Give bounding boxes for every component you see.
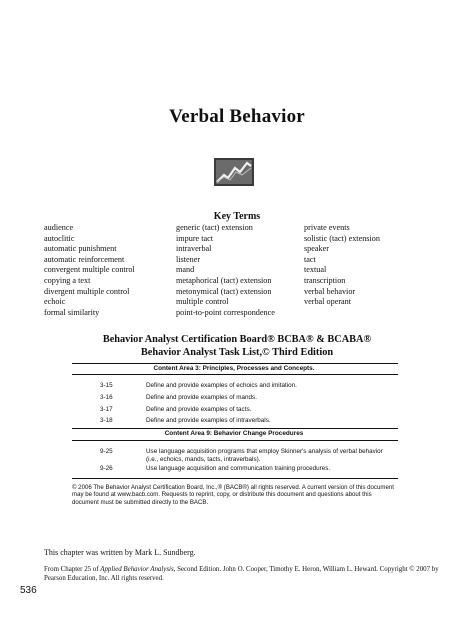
table-divider: [72, 428, 398, 429]
key-term: transcription: [304, 275, 346, 285]
source-note: [44, 565, 444, 583]
task-code: 3-18: [100, 417, 113, 424]
key-terms-column-1: [44, 223, 135, 318]
task-code: 3-15: [100, 382, 113, 389]
task-description: Use language acquisition programs that employ Skinner's analysis of verbal behavior (i.e., echoics, mands, tacts, intraverbals).: [146, 448, 383, 463]
key-terms-heading: Key Terms: [213, 211, 261, 222]
key-term: solistic (tact) extension: [304, 233, 380, 243]
key-term: divergent multiple control: [44, 286, 130, 296]
task-description: Define and provide examples of tacts.: [146, 406, 252, 413]
key-term: listener: [176, 254, 201, 264]
content-area-9-title: Content Area 9: Behavior Change Procedures: [164, 430, 304, 437]
key-term: metonymical (tact) extension: [176, 286, 272, 296]
source-note-suffix: , Second Edition. John O. Cooper, Timothy E. Heron, William L. Heward. Copyright © 2007 by Pearson Education, Inc. All rights reserved.: [44, 566, 439, 582]
task-description: Define and provide examples of intraverbals.: [146, 417, 271, 424]
chapter-emblem-icon: [214, 158, 254, 186]
key-term: intraverbal: [176, 244, 212, 254]
key-terms-column-2: [176, 223, 275, 318]
key-term: formal similarity: [44, 307, 100, 317]
table-divider: [72, 440, 398, 441]
task-code: 9-25: [100, 448, 113, 455]
author-note: This chapter was written by Mark L. Sundberg.: [44, 548, 196, 557]
chapter-title: Verbal Behavior: [169, 106, 305, 127]
key-term: mand: [176, 265, 195, 275]
task-code: 3-17: [100, 406, 113, 413]
key-term: echoic: [44, 297, 66, 307]
bacb-heading-line-1: Behavior Analyst Certification Board® BCBA® & BCABA®: [102, 334, 372, 345]
key-term: tact: [304, 254, 316, 264]
key-term: verbal behavior: [304, 286, 356, 296]
table-divider: [72, 374, 398, 375]
content-area-3-title: Content Area 3: Principles, Processes and Concepts.: [153, 365, 315, 372]
key-term: copying a text: [44, 275, 91, 285]
table-bottom-rule: [72, 478, 398, 479]
key-term: private events: [304, 223, 350, 232]
task-code: 9-26: [100, 465, 113, 472]
source-note-prefix: From Chapter 25 of: [44, 566, 101, 573]
key-term: autoclitic: [44, 233, 75, 243]
task-code: 3-16: [100, 394, 113, 401]
task-description: Define and provide examples of echoics and imitation.: [146, 382, 297, 389]
key-term: textual: [304, 265, 327, 275]
task-description: Define and provide examples of mands.: [146, 394, 257, 401]
bacb-copyright-notice: © 2006 The Behavior Analyst Certification Board, Inc.,® (BACB®) all rights reserved. A current version of this document may be found at www.bacb.com. Requests to reprint, copy, or distribute this document and questions about this document must be submitted directly to the BACB.: [72, 484, 394, 506]
table-top-rule: [72, 363, 398, 364]
key-term: convergent multiple control: [44, 265, 135, 275]
key-term: audience: [44, 223, 74, 232]
key-term: multiple control: [176, 297, 229, 307]
bacb-heading-line-2: Behavior Analyst Task List,© Third Edition: [140, 347, 334, 358]
page-number: 536: [20, 585, 37, 596]
key-term: point-to-point correspondence: [176, 307, 275, 317]
source-book-title: Applied Behavior Analysis: [100, 566, 174, 573]
task-description: Use language acquisition and communication training procedures.: [146, 465, 331, 472]
key-term: generic (tact) extension: [176, 223, 253, 232]
key-term: verbal operant: [304, 297, 352, 307]
key-term: metaphorical (tact) extension: [176, 275, 272, 285]
key-term: impure tact: [176, 233, 214, 243]
key-term: automatic punishment: [44, 244, 117, 254]
key-term: speaker: [304, 244, 330, 254]
key-term: automatic reinforcement: [44, 254, 125, 264]
key-terms-column-3: [304, 223, 380, 308]
